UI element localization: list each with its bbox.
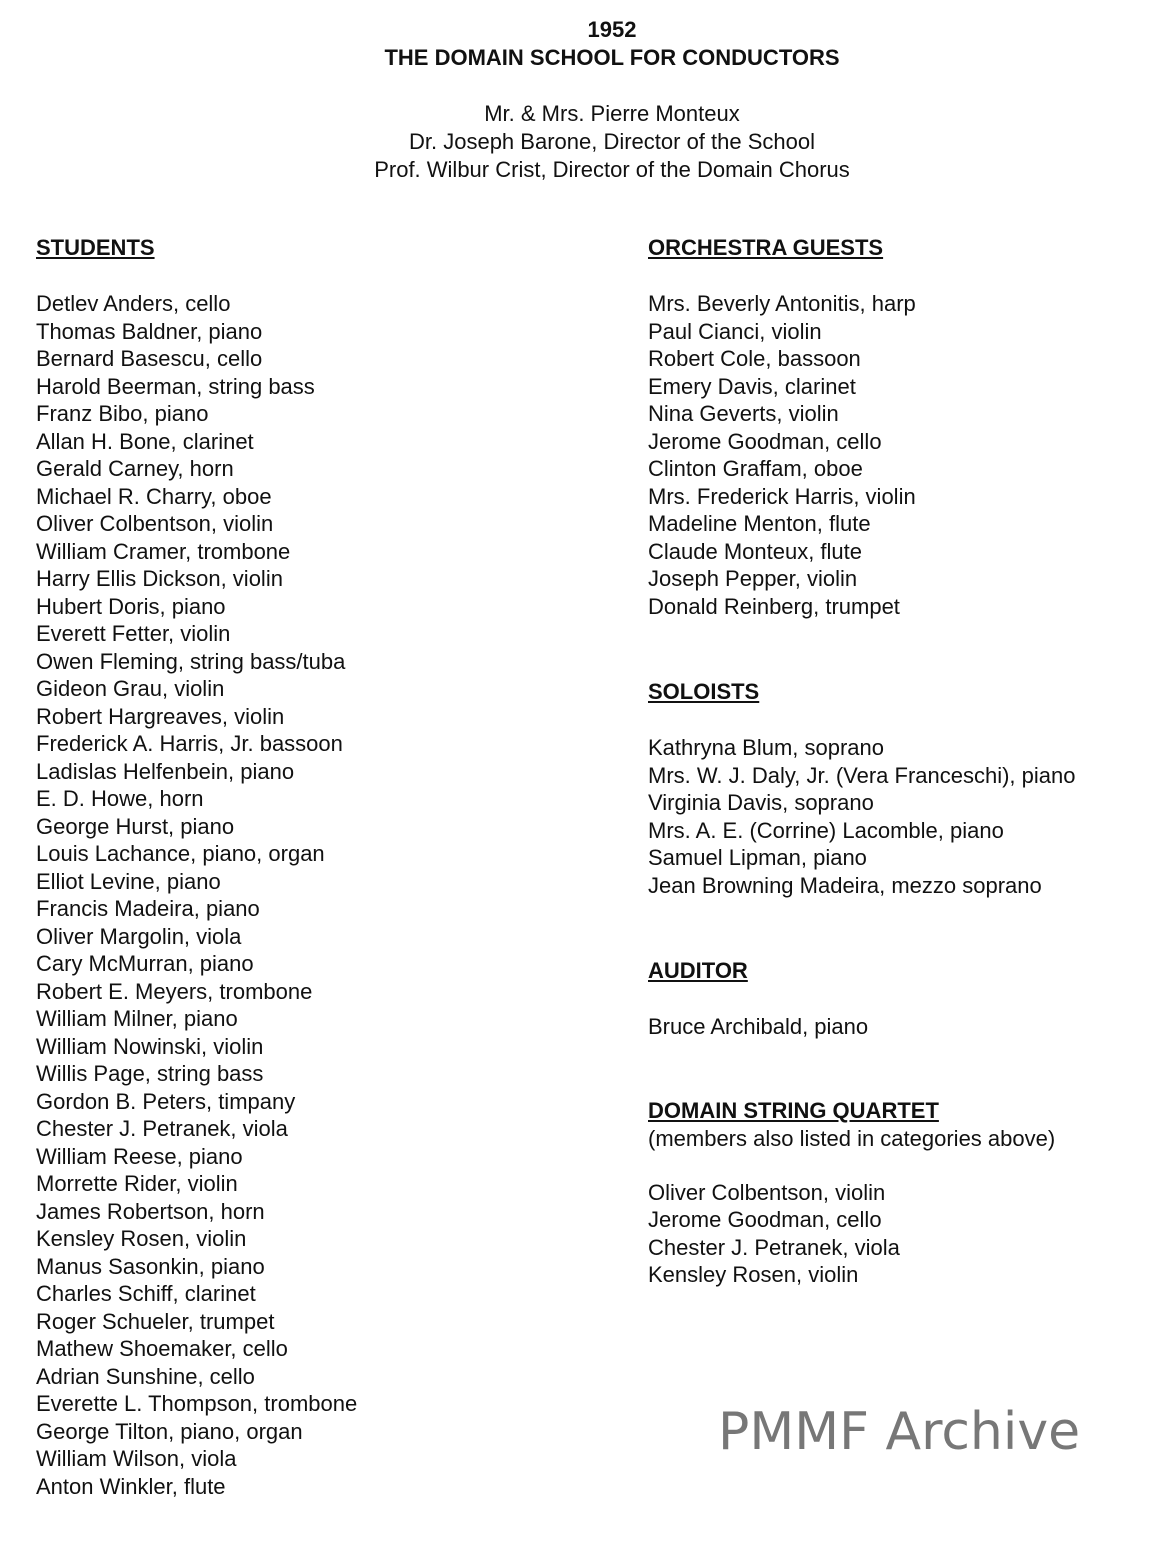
list-item: William Milner, piano: [36, 1006, 238, 1031]
list-item: Paul Cianci, violin: [648, 318, 822, 344]
document-header: [0, 16, 1172, 184]
list-item: George Tilton, piano, organ: [36, 1418, 303, 1444]
list-item: Jerome Goodman, cello: [648, 428, 882, 454]
list-item: William Reese, piano: [36, 1143, 243, 1169]
list-item: Mrs. A. E. (Corrine) Lacomble, piano: [648, 817, 1004, 843]
list-item: William Cramer, trombone: [36, 538, 291, 564]
list-item: Everett Fetter, violin: [36, 621, 231, 646]
staff-line: Dr. Joseph Barone, Director of the School: [409, 129, 815, 154]
auditor-heading: AUDITOR: [648, 958, 748, 983]
list-item: Robert E. Meyers, trombone: [36, 978, 313, 1004]
list-item: Samuel Lipman, piano: [648, 845, 867, 870]
list-item: Detlev Anders, cello: [36, 291, 231, 316]
list-item: Kensley Rosen, violin: [36, 1226, 247, 1251]
list-item: Chester J. Petranek, viola: [648, 1234, 900, 1260]
list-item: Franz Bibo, piano: [36, 401, 209, 426]
list-item: Mrs. Frederick Harris, violin: [648, 483, 916, 509]
soloists-section: [648, 678, 1168, 899]
list-item: Gideon Grau, violin: [36, 676, 225, 701]
list-item: Adrian Sunshine, cello: [36, 1363, 255, 1389]
list-item: Morrette Rider, violin: [36, 1171, 238, 1196]
list-item: Thomas Baldner, piano: [36, 318, 263, 344]
list-item: Allan H. Bone, clarinet: [36, 428, 254, 454]
list-item: Mrs. Beverly Antonitis, harp: [648, 291, 916, 316]
students-column: [36, 234, 596, 1558]
list-item: George Hurst, piano: [36, 813, 235, 839]
quartet-heading: DOMAIN STRING QUARTET: [648, 1097, 939, 1123]
students-section: [36, 234, 596, 1500]
archive-watermark: PMMF Archive: [718, 1402, 1081, 1462]
staff-line: Prof. Wilbur Crist, Director of the Domain Chorus: [374, 157, 850, 182]
list-item: Bruce Archibald, piano: [648, 1014, 869, 1039]
list-item: Elliot Levine, piano: [36, 868, 221, 894]
list-item: Emery Davis, clarinet: [648, 373, 856, 399]
quartet-section: [648, 1097, 1168, 1289]
list-item: Willis Page, string bass: [36, 1061, 264, 1086]
list-item: Oliver Margolin, viola: [36, 923, 242, 949]
list-item: Donald Reinberg, trumpet: [648, 593, 900, 619]
quartet-list: [648, 1179, 1168, 1289]
year-heading: 1952: [587, 17, 637, 42]
list-item: Madeline Menton, flute: [648, 511, 871, 536]
list-item: Virginia Davis, soprano: [648, 790, 874, 815]
list-item: Oliver Colbentson, violin: [648, 1179, 886, 1205]
list-item: Joseph Pepper, violin: [648, 566, 858, 591]
list-item: Louis Lachance, piano, organ: [36, 841, 325, 866]
list-item: William Wilson, viola: [36, 1446, 237, 1471]
list-item: Jean Browning Madeira, mezzo soprano: [648, 872, 1042, 898]
list-item: William Nowinski, violin: [36, 1033, 264, 1059]
list-item: Ladislas Helfenbein, piano: [36, 758, 295, 784]
right-column: [648, 234, 1168, 1347]
list-item: Cary McMurran, piano: [36, 951, 254, 976]
list-item: Robert Hargreaves, violin: [36, 703, 285, 729]
list-item: Oliver Colbentson, violin: [36, 511, 274, 536]
list-item: Owen Fleming, string bass/tuba: [36, 648, 346, 674]
list-item: Frederick A. Harris, Jr. bassoon: [36, 731, 343, 756]
list-item: E. D. Howe, horn: [36, 786, 204, 811]
list-item: Nina Geverts, violin: [648, 401, 839, 426]
list-item: Robert Cole, bassoon: [648, 346, 861, 371]
list-item: Manus Sasonkin, piano: [36, 1253, 265, 1279]
list-item: Harold Beerman, string bass: [36, 373, 315, 399]
list-item: Claude Monteux, flute: [648, 538, 863, 564]
list-item: Gordon B. Peters, timpany: [36, 1088, 296, 1114]
list-item: Gerald Carney, horn: [36, 456, 234, 481]
list-item: Roger Schueler, trumpet: [36, 1308, 275, 1334]
students-heading: STUDENTS: [36, 235, 155, 260]
list-item: Charles Schiff, clarinet: [36, 1281, 256, 1306]
orchestra-guests-heading: ORCHESTRA GUESTS: [648, 235, 884, 260]
list-item: Francis Madeira, piano: [36, 896, 260, 921]
auditor-section: [648, 957, 1168, 1041]
list-item: Chester J. Petranek, viola: [36, 1116, 288, 1141]
list-item: Bernard Basescu, cello: [36, 346, 263, 371]
list-item: James Robertson, horn: [36, 1198, 265, 1224]
auditor-list: [648, 1013, 1168, 1041]
list-item: Kensley Rosen, violin: [648, 1262, 859, 1287]
list-item: Mrs. W. J. Daly, Jr. (Vera Franceschi), piano: [648, 762, 1076, 788]
staff-list: [0, 100, 1172, 184]
soloists-heading: SOLOISTS: [648, 679, 760, 704]
list-item: Michael R. Charry, oboe: [36, 483, 272, 509]
soloists-list: [648, 734, 1168, 899]
orchestra-guests-list: [648, 290, 1168, 620]
list-item: Clinton Graffam, oboe: [648, 456, 863, 481]
list-item: Harry Ellis Dickson, violin: [36, 566, 283, 591]
list-item: Mathew Shoemaker, cello: [36, 1336, 288, 1361]
students-list: [36, 290, 596, 1500]
quartet-note: (members also listed in categories above): [648, 1125, 1056, 1151]
list-item: Anton Winkler, flute: [36, 1473, 226, 1499]
list-item: Everette L. Thompson, trombone: [36, 1391, 358, 1416]
list-item: Hubert Doris, piano: [36, 593, 226, 619]
orchestra-guests-section: [648, 234, 1168, 620]
school-title: THE DOMAIN SCHOOL FOR CONDUCTORS: [384, 45, 840, 70]
list-item: Jerome Goodman, cello: [648, 1207, 882, 1232]
list-item: Kathryna Blum, soprano: [648, 735, 885, 760]
staff-line: Mr. & Mrs. Pierre Monteux: [484, 101, 740, 126]
